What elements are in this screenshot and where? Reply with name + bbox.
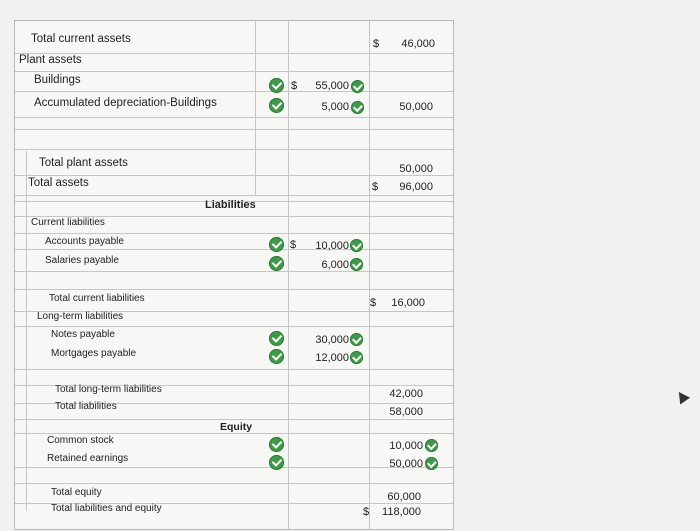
dollar-sign: $ (370, 297, 377, 309)
total-current-assets-value[interactable]: 46,000 (401, 38, 435, 50)
total-current-liabilities-label: Total current liabilities (49, 293, 145, 304)
buildings-label: Buildings (34, 74, 81, 86)
accumulated-depreciation-label: Accumulated depreciation-Buildings (34, 97, 217, 109)
salaries-payable-label: Salaries payable (45, 255, 119, 266)
total-liabilities-label: Total liabilities (55, 401, 117, 412)
common-stock-label: Common stock (47, 435, 114, 446)
dollar-sign: $ (290, 239, 297, 251)
check-circle-icon (269, 237, 284, 252)
total-long-term-liabilities-value[interactable]: 42,000 (389, 388, 423, 400)
dollar-sign: $ (373, 38, 380, 50)
dollar-sign: $ (291, 80, 298, 92)
total-liabilities-equity-label: Total liabilities and equity (51, 503, 162, 514)
check-circle-icon (350, 351, 363, 364)
buildings-net-value[interactable]: 50,000 (399, 101, 433, 113)
check-circle-icon (269, 331, 284, 346)
plant-assets-label: Plant assets (19, 54, 82, 66)
accumulated-depreciation-value[interactable]: 5,000 (321, 101, 349, 113)
check-circle-icon (269, 455, 284, 470)
common-stock-value[interactable]: 10,000 (389, 440, 423, 452)
liabilities-heading: Liabilities (205, 199, 256, 211)
check-circle-icon (269, 437, 284, 452)
check-circle-icon (425, 457, 438, 470)
check-circle-icon (350, 258, 363, 271)
total-long-term-liabilities-label: Total long-term liabilities (55, 384, 162, 395)
check-circle-icon (351, 101, 364, 114)
dollar-sign: $ (363, 506, 370, 518)
mouse-cursor-icon (674, 389, 690, 405)
accounts-payable-value[interactable]: 10,000 (315, 240, 349, 252)
total-liabilities-equity-value[interactable]: 118,000 (382, 506, 421, 518)
equity-heading: Equity (220, 421, 253, 433)
retained-earnings-label: Retained earnings (47, 453, 129, 464)
retained-earnings-value[interactable]: 50,000 (389, 458, 423, 470)
total-plant-assets-value[interactable]: 50,000 (399, 163, 433, 175)
salaries-payable-value[interactable]: 6,000 (321, 259, 349, 271)
total-current-liabilities-value[interactable]: 16,000 (391, 297, 425, 309)
notes-payable-value[interactable]: 30,000 (315, 334, 349, 346)
check-circle-icon (425, 439, 438, 452)
total-assets-label: Total assets (28, 177, 89, 189)
total-plant-assets-label: Total plant assets (39, 157, 128, 169)
check-circle-icon (350, 239, 363, 252)
mortgages-payable-value[interactable]: 12,000 (315, 352, 349, 364)
dollar-sign: $ (372, 181, 379, 193)
total-current-assets-label: Total current assets (31, 33, 131, 45)
check-circle-icon (269, 98, 284, 113)
check-circle-icon (351, 80, 364, 93)
buildings-value[interactable]: 55,000 (315, 80, 349, 92)
check-circle-icon (350, 333, 363, 346)
notes-payable-label: Notes payable (51, 329, 115, 340)
total-liabilities-value[interactable]: 58,000 (389, 406, 423, 418)
current-liabilities-label: Current liabilities (31, 217, 105, 228)
long-term-liabilities-label: Long-term liabilities (37, 311, 124, 322)
mortgages-payable-label: Mortgages payable (51, 348, 137, 359)
total-equity-label: Total equity (51, 487, 102, 498)
total-equity-value[interactable]: 60,000 (387, 491, 421, 503)
check-circle-icon (269, 349, 284, 364)
accounts-payable-label: Accounts payable (45, 236, 124, 247)
total-assets-value[interactable]: 96,000 (399, 181, 433, 193)
check-circle-icon (269, 78, 284, 93)
check-circle-icon (269, 256, 284, 271)
balance-sheet (14, 20, 454, 530)
